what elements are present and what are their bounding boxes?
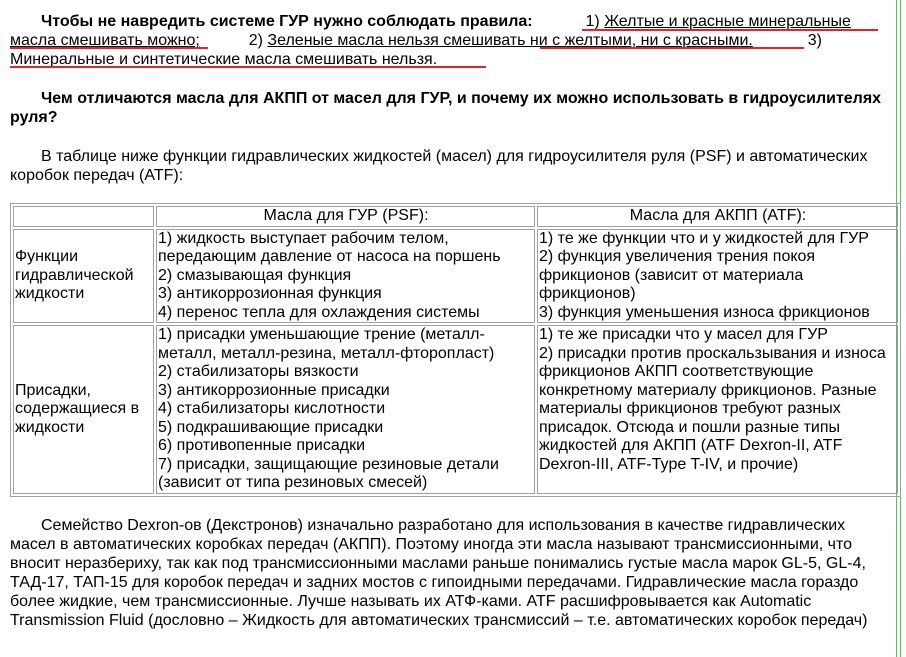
rules-paragraph (10, 12, 894, 69)
rule-number: 2) (248, 32, 263, 49)
rule-3-text: Минеральные и синтетические масла смешивать нельзя. (10, 51, 438, 68)
list-item: 2) присадки против проскальзывания и износа фрикционов АКПП соответствующие конкретному материалу фрикционов. Разные материалы фрикционов требуют разных присадок. Отсюда и пошли разные типы жидкостей для АКПП (ATF Dexron-II, ATF Dexron-III, ATF-Type T-IV, и прочие) (539, 344, 886, 473)
red-underline (10, 47, 208, 49)
list-item: 3) функция уменьшения износа фрикционов (539, 303, 870, 321)
list-item: 3) антикоррозионные присадки (158, 381, 390, 399)
psf-cell (156, 325, 535, 494)
intro-paragraph: В таблице ниже функции гидравлических жидкостей (масел) для гидроусилителя руля (PSF) и автоматических коробок передач (ATF): (10, 148, 868, 184)
table-corner-cell (13, 206, 154, 227)
list-item: 4) перенос тепла для охлаждения системы (158, 303, 480, 321)
red-underline (582, 29, 878, 31)
atf-cell (537, 325, 898, 494)
oil-comparison-table (10, 203, 901, 497)
rule-1-text: Желтые и красные минеральные масла смешивать можно; (10, 13, 851, 49)
list-item: 5) подкрашивающие присадки (158, 418, 384, 436)
row-label: Присадки, содержащиеся в жидкости (13, 325, 154, 494)
rule-number: 1) (585, 13, 600, 30)
header-atf: Масла для АКПП (ATF): (537, 206, 898, 227)
red-underline (540, 47, 804, 49)
rule-2-text: Зеленые масла нельзя смешивать ни с желтыми, ни с красными. (267, 32, 753, 49)
rule-number: 3) (807, 32, 822, 49)
list-item: 1) присадки уменьшающие трение (металл-металл, металл-резина, металл-фторопласт) (158, 326, 495, 362)
section-question: Чем отличаются масла для АКПП от масел для ГУР, и почему их можно использовать в гидроусилителях руля? (10, 90, 882, 126)
header-psf: Масла для ГУР (PSF): (156, 206, 535, 227)
list-item: 1) жидкость выступает рабочим телом, передающим давление от насоса на поршень (158, 229, 501, 265)
table-row (13, 325, 898, 494)
row-label: Функции гидравлической жидкости (13, 229, 154, 324)
table-header-row (13, 206, 898, 227)
atf-cell (537, 229, 898, 324)
dexron-paragraph: Семейство Dexron-ов (Декстронов) изначально разработано для использования в качестве гидравлических масел в автоматических коробках передач (АКПП). Поэтому иногда эти масла называют трансмиссионными, что вносит неразбериху, так как под трансмиссионными маслами раньше понимались густые масла марок GL-5, GL-4, ТАД-17, ТАП-15 для коробок передач и задних мостов с гипоидными передачами. Гидравлические масла гораздо более жидкие, чем трансмиссионные. Лучше называть их АТФ-ками. ATF расшифровывается как Automatic Transmission Fluid (дословно – Жидкость для автоматических трансмиссий – т.е. автоматических коробок передач) (10, 517, 868, 629)
list-item: 2) функция увеличения трения покоя фрикционов (зависит от материала фрикционов) (539, 248, 816, 302)
list-item: 4) стабилизаторы кислотности (158, 400, 386, 417)
red-underline (10, 66, 486, 68)
psf-cell (156, 229, 535, 324)
rules-title: Чтобы не навредить системе ГУР нужно соблюдать правила: (41, 13, 533, 30)
list-item: 3) антикоррозионная функция (158, 285, 382, 302)
list-item: 7) присадки, защищающие резиновые детали (зависит от типа резиновых смесей) (158, 455, 499, 491)
list-item: 6) противопенные присадки (158, 437, 366, 454)
list-item: 2) стабилизаторы вязкости (158, 363, 359, 380)
list-item: 1) те же функции что и у жидкостей для ГУР (539, 229, 869, 247)
list-item: 2) смазывающая функция (158, 266, 352, 284)
list-item: 1) те же присадки что у масел для ГУР (539, 326, 828, 343)
table-row (13, 229, 898, 324)
